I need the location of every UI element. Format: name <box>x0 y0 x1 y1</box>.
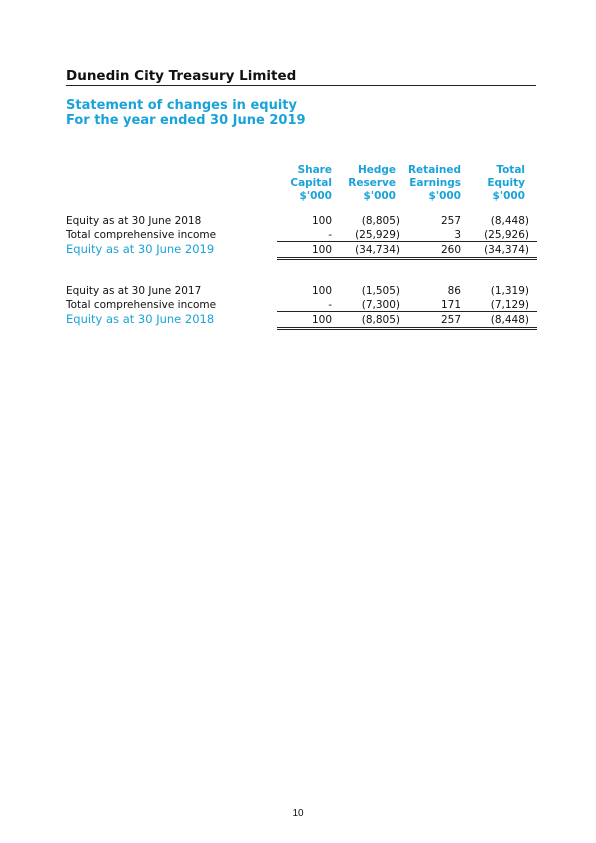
cell: 171 <box>440 299 461 311</box>
cell: (25,926) <box>484 229 529 241</box>
row-label: Total comprehensive income <box>66 299 217 311</box>
col-header-share-capital: Share Capital $'000 <box>290 164 332 202</box>
cell: (8,805) <box>361 215 400 227</box>
cell: (34,374) <box>484 244 529 256</box>
cell: (8,448) <box>490 314 529 326</box>
cell: 100 <box>311 314 332 326</box>
total-line-top <box>277 311 537 312</box>
cell: 100 <box>311 285 332 297</box>
cell: 86 <box>447 285 461 297</box>
total-line-bottom <box>277 257 537 258</box>
total-line-bottom <box>277 327 537 328</box>
cell: - <box>328 229 332 241</box>
cell: (7,129) <box>490 299 529 311</box>
cell: - <box>328 299 332 311</box>
total-line-bottom-2 <box>277 329 537 330</box>
row-label: Equity as at 30 June 2017 <box>66 285 202 297</box>
cell: (7,300) <box>361 299 400 311</box>
company-name: Dunedin City Treasury Limited <box>66 68 297 84</box>
row-label: Equity as at 30 June 2018 <box>66 215 202 227</box>
cell: (8,448) <box>490 215 529 227</box>
total-line-top <box>277 241 537 242</box>
col-header-hedge-reserve: Hedge Reserve $'000 <box>348 164 396 202</box>
statement-period: For the year ended 30 June 2019 <box>66 113 306 128</box>
col-header-total-equity: Total Equity $'000 <box>487 164 525 202</box>
statement-heading <box>66 98 306 128</box>
page-number: 10 <box>292 808 304 819</box>
cell: (25,929) <box>355 229 400 241</box>
col-header-retained-earnings: Retained Earnings $'000 <box>407 164 461 202</box>
cell: 257 <box>440 314 461 326</box>
cell: 257 <box>440 215 461 227</box>
cell: (34,734) <box>355 244 400 256</box>
total-line-bottom-2 <box>277 259 537 260</box>
row-label: Total comprehensive income <box>66 229 217 241</box>
cell: (1,505) <box>361 285 400 297</box>
row-label-total: Equity as at 30 June 2019 <box>66 242 215 256</box>
row-label-total: Equity as at 30 June 2018 <box>66 312 215 326</box>
cell: 100 <box>311 244 332 256</box>
cell: 260 <box>440 244 461 256</box>
cell: (1,319) <box>490 285 529 297</box>
cell: 100 <box>311 215 332 227</box>
cell: 3 <box>454 229 461 241</box>
header-rule <box>66 85 536 86</box>
cell: (8,805) <box>361 314 400 326</box>
statement-title: Statement of changes in equity <box>66 98 297 113</box>
